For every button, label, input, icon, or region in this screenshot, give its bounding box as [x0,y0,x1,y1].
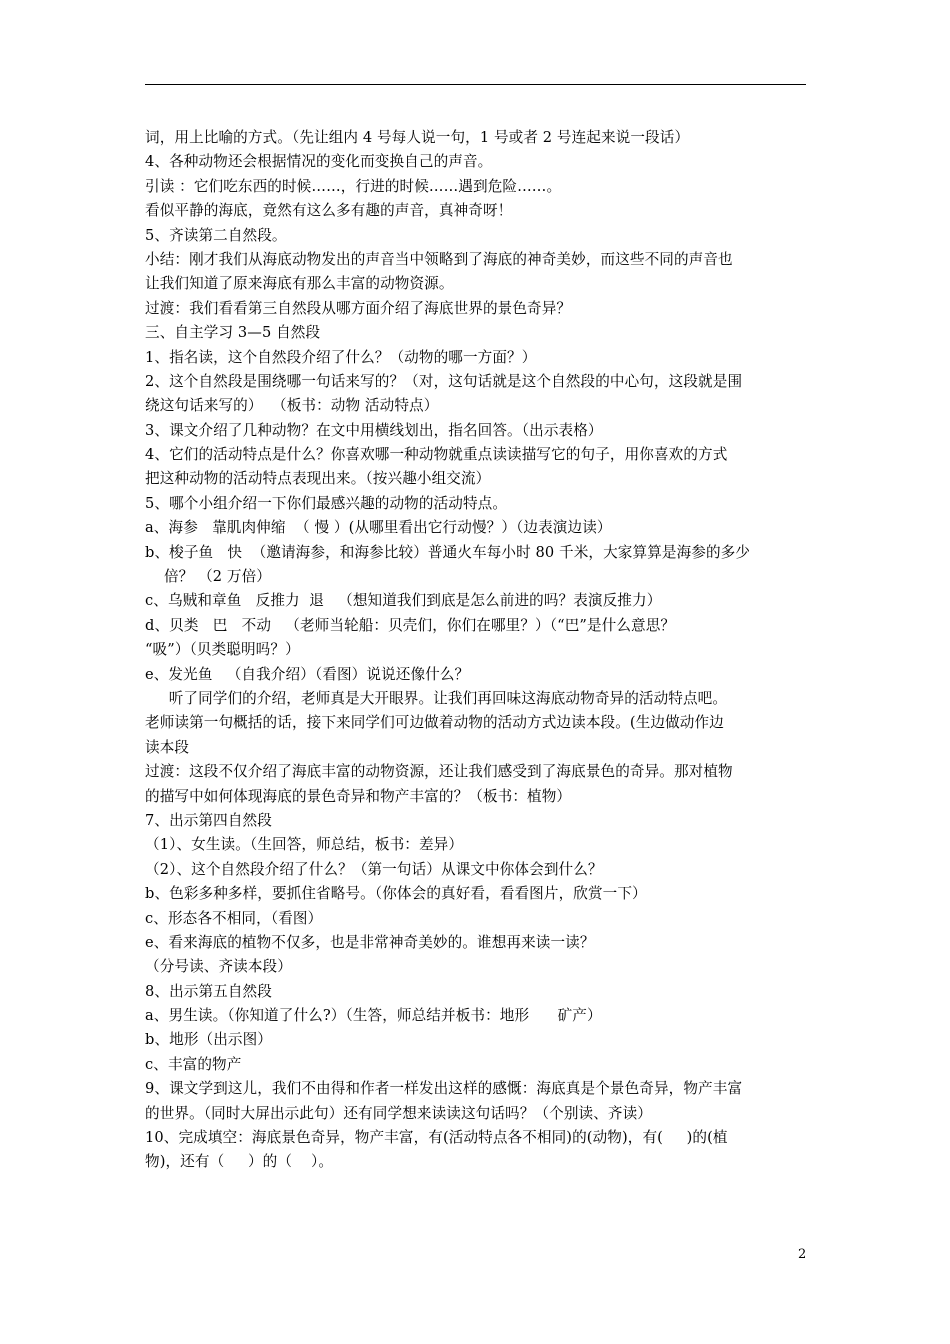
text-line: c、丰富的物产 [145,1055,242,1073]
text-line: 绕这句话来写的） （板书：动物 活动特点） [145,397,439,415]
text-line: b、色彩多种多样，要抓住省略号。（你体会的真好看，看看图片，欣赏一下） [145,885,647,903]
text-line: 1、指名读，这个自然段介绍了什么？（动物的哪一方面？） [145,348,537,366]
text-line: （1）、女生读。（生回答，师总结，板书：差异） [145,836,464,854]
text-line: b、梭子鱼 快 （邀请海参，和海参比较）普通火车每小时 80 千米，大家算算是海参的多少 [145,543,751,561]
text-line: 的描写中如何体现海底的景色奇异和物产丰富的？（板书：植物） [145,787,572,805]
text-line: 看似平静的海底，竟然有这么多有趣的声音，真神奇呀！ [145,202,513,220]
text-line: 4、各种动物还会根据情况的变化而变换自己的声音。 [145,153,493,171]
text-line: 听了同学们的介绍，老师真是大开眼界。让我们再回味这海底动物奇异的活动特点吧。 [145,689,728,707]
text-line: 8、出示第五自然段 [145,982,272,1000]
text-line: 读本段 [145,738,190,756]
text-line: 5、哪个小组介绍一下你们最感兴趣的动物的活动特点。 [145,494,508,512]
text-line: 老师读第一句概括的话，接下来同学们可边做着动物的活动方式边读本段。(生边做动作边 [145,714,724,732]
text-line: 3、课文介绍了几种动物？在文中用横线划出，指名回答。（出示表格） [145,421,603,439]
text-line: e、发光鱼 （自我介绍）（看图）说说还像什么？ [145,665,470,683]
text-line: 过渡：这段不仅介绍了海底丰富的动物资源，还让我们感受到了海底景色的奇异。那对植物 [145,763,733,781]
page-number: 2 [798,1247,807,1262]
section-heading: 三、自主学习 3—5 自然段 [145,324,321,342]
document-body [145,126,813,1175]
text-line: d、贝类 巴 不动 （老师当轮船：贝壳们，你们在哪里？）（“巴”是什么意思？ [145,616,676,634]
text-line: 7、出示第四自然段 [145,811,272,829]
text-line: 过渡：我们看看第三自然段从哪方面介绍了海底世界的景色奇异？ [145,299,572,317]
text-line: 4、它们的活动特点是什么？你喜欢哪一种动物就重点读读描写它的句子，用你喜欢的方式 [145,446,728,464]
text-line: 5、齐读第二自然段。 [145,226,287,244]
text-line: 引读 ：它们吃东西的时候……，行进的时候……遇到危险……。 [145,177,562,195]
text-line: 9、课文学到这儿，我们不由得和作者一样发出这样的感慨：海底真是个景色奇异，物产丰富 [145,1080,743,1098]
text-line: 把这种动物的活动特点表现出来。（按兴趣小组交流） [145,470,491,488]
text-line: c、乌贼和章鱼 反推力 退 （想知道我们到底是怎么前进的吗？表演反推力） [145,592,662,610]
text-line: 让我们知道了原来海底有那么丰富的动物资源。 [145,275,454,293]
text-line: a、男生读。（你知道了什么?）（生答，师总结并板书：地形 矿产） [145,1007,602,1025]
text-line: e、看来海底的植物不仅多，也是非常神奇美妙的。谁想再来读一读？ [145,933,595,951]
text-line: c、形态各不相同，（看图） [145,909,323,927]
text-line: b、地形（出示图） [145,1031,272,1049]
text-line: （2）、这个自然段介绍了什么？（第一句话）从课文中你体会到什么？ [145,860,603,878]
text-line: 的世界。（同时大屏出示此句）还有同学想来读读这句话吗？（个别读、齐读） [145,1104,652,1122]
text-line: 小结：刚才我们从海底动物发出的声音当中领略到了海底的神奇美妙，而这些不同的声音也 [145,250,733,268]
text-line: 物)，还有（ ）的（ ）。 [145,1153,334,1171]
text-line: 词，用上比喻的方式。（先让组内 4 号每人说一句，1 号或者 2 号连起来说一段话） [145,129,690,146]
text-line: a、海参 靠肌肉伸缩 （ 慢 ）(从哪里看出它行动慢？）（边表演边读） [145,519,612,537]
text-line: 倍？ （2 万倍） [145,568,271,586]
text-line: “吸”）（贝类聪明吗？） [145,641,300,659]
header-rule [145,84,806,85]
text-line: 2、这个自然段是围绕哪一句话来写的？（对，这句话就是这个自然段的中心句，这段就是围 [145,372,743,390]
text-line: 10、完成填空：海底景色奇异，物产丰富，有(活动特点各不相同)的(动物)，有( )的(植 [145,1129,728,1147]
text-line: （分号读、齐读本段） [145,958,292,976]
